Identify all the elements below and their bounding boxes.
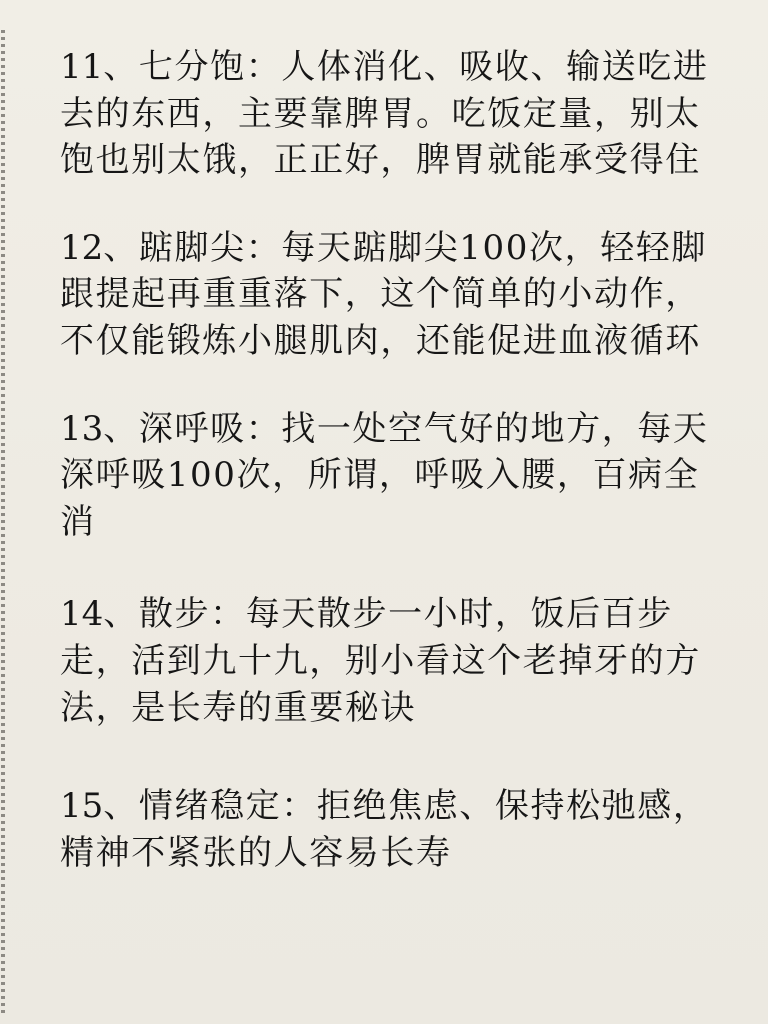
colon: ： <box>245 408 282 449</box>
tip-text: 每天踮脚尖100次，轻轻脚跟提起再重重落下，这个简单的小动作，不仅能锻炼小腿肌肉，还能促进血液循环 <box>60 227 707 361</box>
tip-title: 情绪稳定 <box>138 786 282 827</box>
tip-number: 14 <box>60 594 104 635</box>
tip-number: 12 <box>60 227 104 268</box>
tip-item-13 <box>60 406 728 546</box>
tip-text: 每天散步一小时，饭后百步走，活到九十九，别小看这个老掉牙的方法，是长寿的重要秘诀 <box>60 594 701 728</box>
tips-list <box>60 44 728 876</box>
tip-item-14 <box>60 591 728 731</box>
tip-title: 深呼吸 <box>138 408 246 449</box>
separator: 、 <box>103 594 139 635</box>
tip-text: 找一处空气好的地方，每天深呼吸100次，所谓，呼吸入腰，百病全消 <box>60 408 709 542</box>
tip-title: 踮脚尖 <box>138 227 246 268</box>
colon: ： <box>210 594 246 635</box>
colon: ： <box>245 47 282 87</box>
tip-text: 人体消化、吸收、输送吃进去的东西，主要靠脾胃。吃饭定量，别太饱也别太饿，正正好，脾胃就能承受得住 <box>60 47 709 181</box>
tip-number: 15 <box>60 786 104 827</box>
tip-title: 散步 <box>138 594 211 635</box>
colon: ： <box>245 227 282 268</box>
separator: 、 <box>103 786 139 827</box>
tip-number: 11 <box>60 47 104 87</box>
colon: ： <box>281 786 317 827</box>
separator: 、 <box>103 47 139 87</box>
tip-title: 七分饱 <box>138 47 246 87</box>
tip-number: 13 <box>60 408 104 449</box>
tip-text: 拒绝焦虑、保持松弛感，精神不紧张的人容易长寿 <box>60 786 709 873</box>
tip-item-15 <box>60 783 728 876</box>
perforated-edge <box>0 30 6 1014</box>
separator: 、 <box>103 408 139 449</box>
separator: 、 <box>103 227 139 268</box>
tip-item-11 <box>60 44 728 184</box>
tip-item-12 <box>60 225 728 365</box>
